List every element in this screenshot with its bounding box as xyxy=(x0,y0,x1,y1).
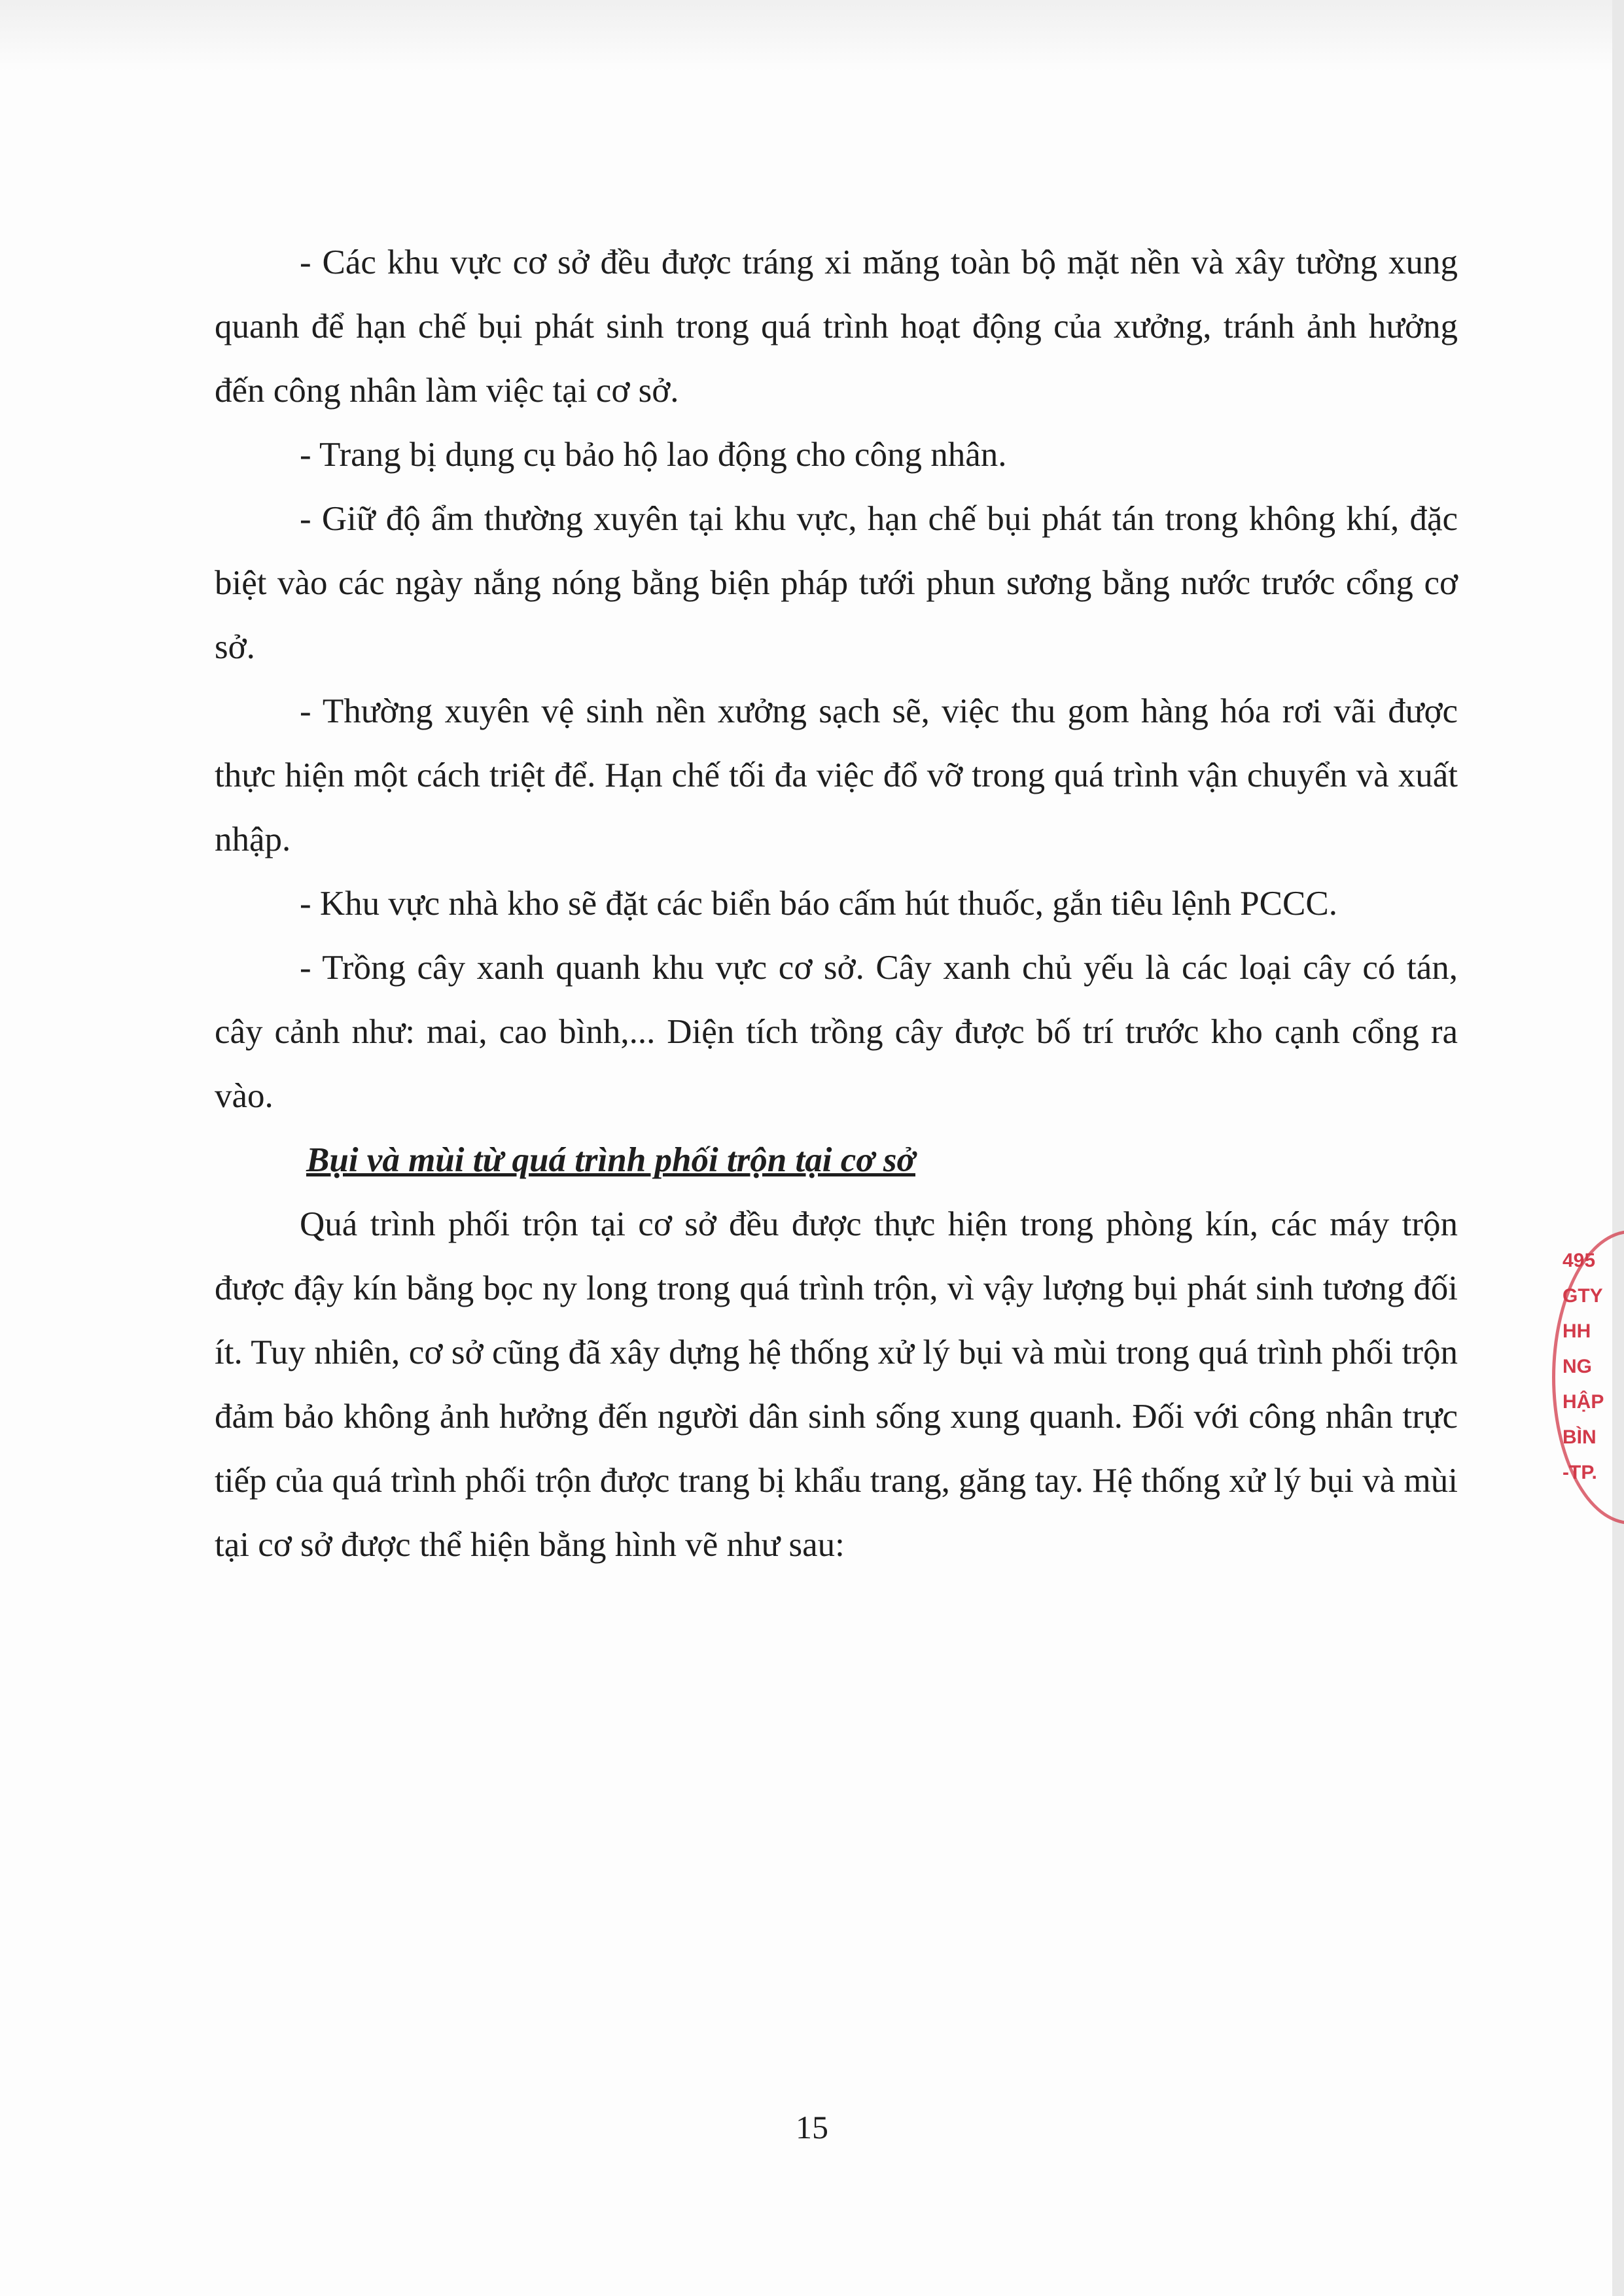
paragraph: - Giữ độ ẩm thường xuyên tại khu vực, hạn chế bụi phát tán trong không khí, đặc biệt vào các ngày nắng nóng bằng biện pháp tưới phun sương bằng nước trước cổng cơ sở. xyxy=(215,500,1458,666)
paragraph: - Thường xuyên vệ sinh nền xưởng sạch sẽ, việc thu gom hàng hóa rơi vãi được thực hiện một cách triệt để. Hạn chế tối đa việc đổ vỡ trong quá trình vận chuyển và xuất nhập. xyxy=(215,692,1458,858)
paragraph: - Các khu vực cơ sở đều được tráng xi măng toàn bộ mặt nền và xây tường xung quanh để hạn chế bụi phát sinh trong quá trình hoạt động của xưởng, tránh ảnh hưởng đến công nhân làm việc tại cơ sở. xyxy=(215,243,1458,410)
stamp-text: BÌN xyxy=(1562,1426,1597,1448)
stamp-text: -TP. xyxy=(1562,1462,1597,1483)
stamp-text: HẬP xyxy=(1562,1391,1604,1413)
paragraph: - Trang bị dụng cụ bảo hộ lao động cho công nhân. xyxy=(300,436,1007,474)
paragraph: - Trồng cây xanh quanh khu vực cơ sở. Cây xanh chủ yếu là các loại cây có tán, cây cảnh như: mai, cao bình,... Diện tích trồng cây được bố trí trước kho cạnh cổng ra vào. xyxy=(215,949,1458,1115)
paragraph: - Khu vực nhà kho sẽ đặt các biển báo cấm hút thuốc, gắn tiêu lệnh PCCC. xyxy=(300,885,1337,923)
scan-shadow-top xyxy=(0,0,1624,72)
body-text xyxy=(215,230,1458,1577)
stamp-seal xyxy=(1562,1243,1624,1518)
stamp-text: HH xyxy=(1562,1320,1591,1342)
stamp-text: GTY xyxy=(1562,1285,1603,1307)
section-heading: Bụi và mùi từ quá trình phối trộn tại cơ sở xyxy=(306,1141,915,1179)
stamp-text: NG xyxy=(1562,1356,1592,1377)
paragraph: Quá trình phối trộn tại cơ sở đều được thực hiện trong phòng kín, các máy trộn được đậy kín bằng bọc ny long trong quá trình trộn, vì vậy lượng bụi phát sinh tương đối ít. Tuy nhiên, cơ sở cũng đã xây dựng hệ thống xử lý bụi và mùi trong quá trình phối trộn đảm bảo không ảnh hưởng đến người dân sinh sống xung quanh. Đối với công nhân trực tiếp của quá trình phối trộn được trang bị khẩu trang, găng tay. Hệ thống xử lý bụi và mùi tại cơ sở được thể hiện bằng hình vẽ như sau: xyxy=(215,1205,1458,1564)
scan-edge-right xyxy=(1612,0,1624,2296)
stamp-text: 495 xyxy=(1562,1250,1596,1271)
page-number: 15 xyxy=(796,2109,828,2146)
